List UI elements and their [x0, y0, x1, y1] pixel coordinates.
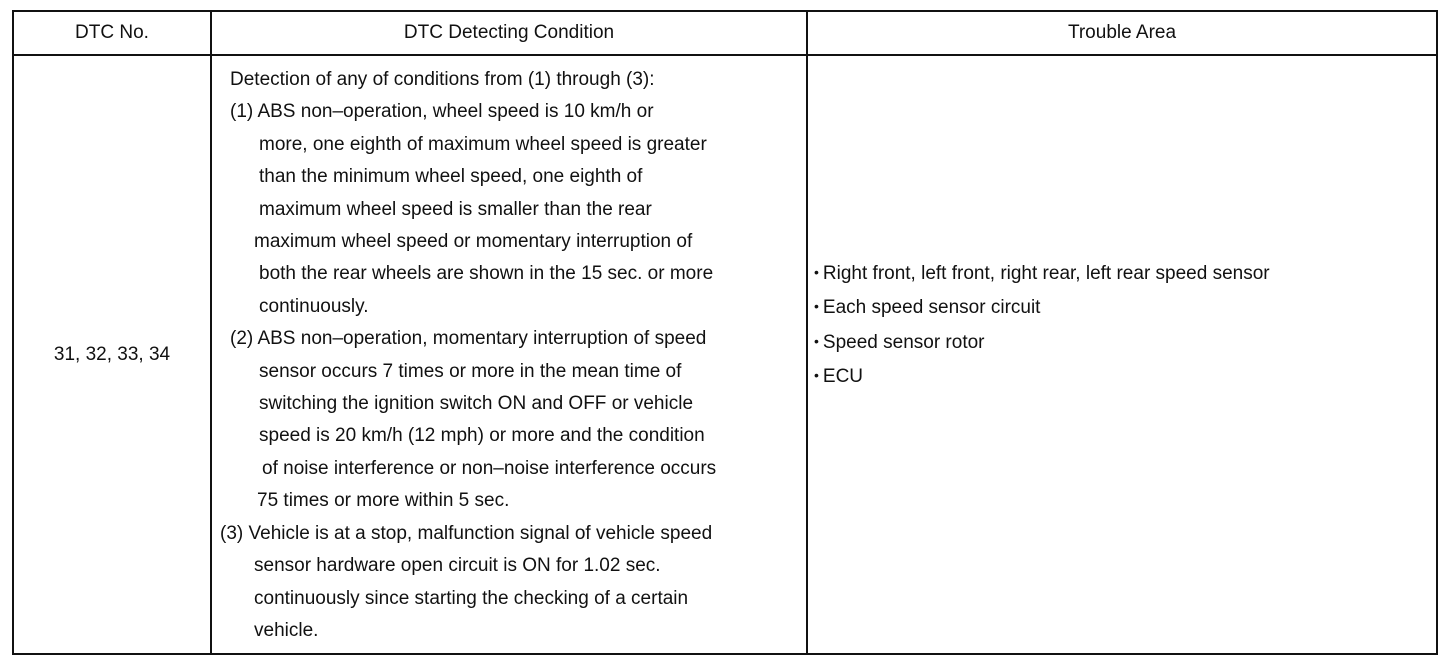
list-item: [814, 290, 1436, 324]
condition-line: switching the ignition switch ON and OFF or vehicle: [259, 393, 694, 415]
header-detecting-condition: DTC Detecting Condition: [211, 11, 807, 55]
trouble-area-item: Right front, left front, right rear, left rear speed sensor: [822, 262, 1270, 284]
condition-line: than the minimum wheel speed, one eighth of: [259, 166, 643, 188]
trouble-area-item: ECU: [822, 365, 864, 387]
condition-line: (1) ABS non–operation, wheel speed is 10 km/h or: [230, 101, 654, 123]
trouble-area-item: Speed sensor rotor: [822, 331, 985, 353]
table-row: [13, 55, 1437, 654]
condition-line: maximum wheel speed or momentary interruption of: [254, 231, 693, 253]
condition-line: Detection of any of conditions from (1) through (3):: [230, 69, 655, 90]
condition-line: speed is 20 km/h (12 mph) or more and the condition: [259, 425, 705, 447]
detecting-condition-cell: [211, 55, 807, 654]
condition-line: (2) ABS non–operation, momentary interruption of speed: [230, 328, 707, 350]
condition-line: continuously.: [259, 295, 369, 317]
condition-line: vehicle.: [254, 619, 319, 641]
list-item: [814, 256, 1436, 290]
condition-line: 75 times or more within 5 sec.: [257, 490, 510, 512]
condition-line: sensor hardware open circuit is ON for 1.02 sec.: [254, 555, 661, 577]
bullet-icon: •: [814, 298, 819, 315]
trouble-area-cell: [807, 55, 1437, 654]
header-dtc-no: DTC No.: [13, 11, 211, 55]
list-item: [814, 359, 1436, 393]
header-row: [13, 11, 1437, 55]
bullet-icon: •: [814, 366, 819, 383]
condition-line: of noise interference or non–noise interference occurs: [262, 457, 717, 479]
header-trouble-area: Trouble Area: [807, 11, 1437, 55]
trouble-area-item: Each speed sensor circuit: [822, 297, 1041, 319]
condition-line: (3) Vehicle is at a stop, malfunction signal of vehicle speed: [220, 522, 713, 544]
condition-line: continuously since starting the checking of a certain: [254, 587, 689, 609]
dtc-table: [12, 10, 1438, 655]
bullet-icon: •: [814, 332, 819, 349]
dtc-number-cell: 31, 32, 33, 34: [13, 55, 211, 654]
condition-line: sensor occurs 7 times or more in the mean time of: [259, 360, 682, 382]
condition-line: more, one eighth of maximum wheel speed is greater: [259, 133, 707, 155]
condition-line: maximum wheel speed is smaller than the rear: [259, 198, 652, 220]
bullet-icon: •: [814, 263, 819, 280]
condition-line: both the rear wheels are shown in the 15 sec. or more: [259, 263, 714, 285]
trouble-area-list: [814, 256, 1436, 394]
list-item: [814, 325, 1436, 359]
